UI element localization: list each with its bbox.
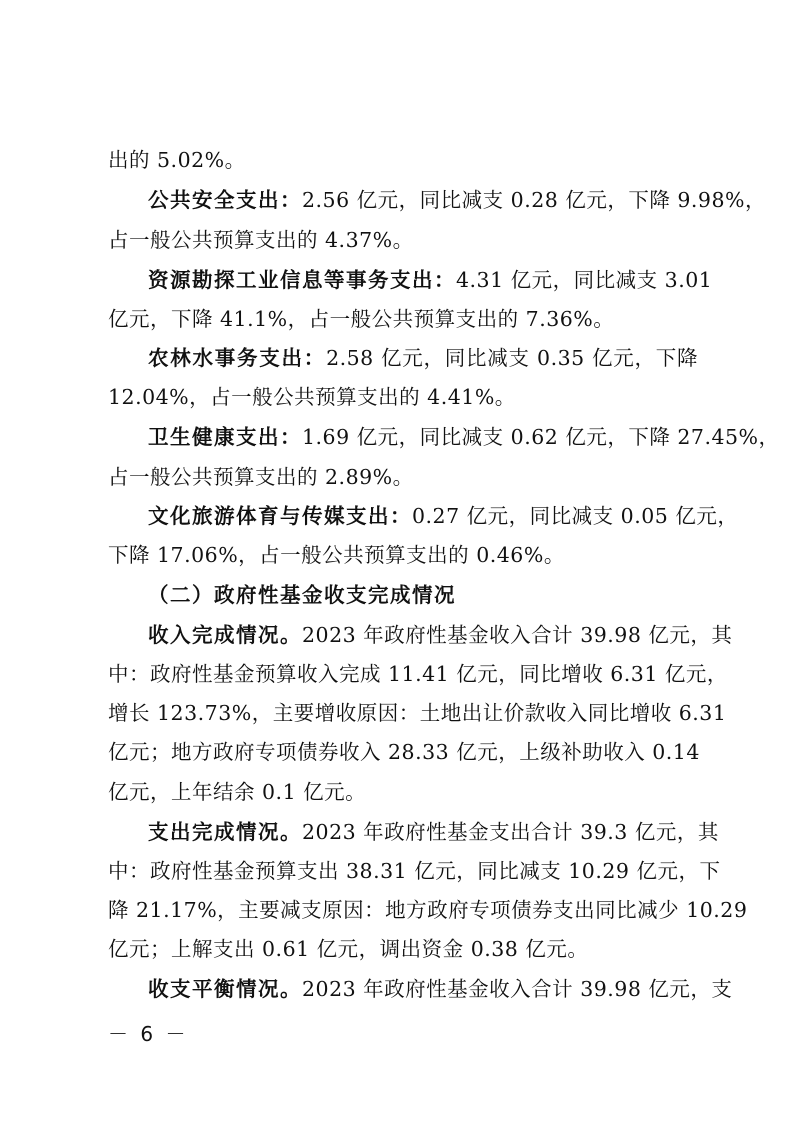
text-line: 亿元；上解支出 0.61 亿元，调出资金 0.38 亿元。 bbox=[108, 937, 589, 961]
text-line: 亿元，下降 41.1%，占一般公共预算支出的 7.36%。 bbox=[108, 307, 615, 331]
section-heading: （二）政府性基金收支完成情况 bbox=[148, 583, 456, 607]
text-line: 增长 123.73%，主要增收原因：土地出让价款收入同比增收 6.31 bbox=[108, 701, 727, 725]
text-line: 中：政府性基金预算收入完成 11.41 亿元，同比增收 6.31 亿元， bbox=[108, 662, 728, 686]
page-number: － 6 － bbox=[108, 1022, 189, 1046]
text-line: 卫生健康支出：1.69 亿元，同比减支 0.62 亿元，下降 27.45%， bbox=[148, 425, 780, 449]
text-line: 收支平衡情况。2023 年政府性基金收入合计 39.98 亿元，支 bbox=[148, 977, 733, 1001]
text-line: 占一般公共预算支出的 2.89%。 bbox=[108, 465, 414, 489]
text-line: 亿元；地方政府专项债券收入 28.33 亿元，上级补助收入 0.14 bbox=[108, 740, 700, 764]
text-line: 支出完成情况。2023 年政府性基金支出合计 39.3 亿元，其 bbox=[148, 820, 719, 844]
text-line: 下降 17.06%，占一般公共预算支出的 0.46%。 bbox=[108, 543, 565, 567]
text-line: 公共安全支出：2.56 亿元，同比减支 0.28 亿元，下降 9.98%， bbox=[148, 188, 766, 212]
text-line: 收入完成情况。2023 年政府性基金收入合计 39.98 亿元，其 bbox=[148, 623, 733, 647]
text-line: 文化旅游体育与传媒支出：0.27 亿元，同比减支 0.05 亿元， bbox=[148, 504, 739, 528]
text-line: 降 21.17%，主要减支原因：地方政府专项债券支出同比减少 10.29 bbox=[108, 898, 748, 922]
text-line: 出的 5.02%。 bbox=[108, 148, 246, 172]
text-line: 12.04%，占一般公共预算支出的 4.41%。 bbox=[108, 385, 516, 409]
text-line: 亿元，上年结余 0.1 亿元。 bbox=[108, 780, 367, 804]
text-line: 中：政府性基金预算支出 38.31 亿元，同比减支 10.29 亿元，下 bbox=[108, 859, 721, 883]
text-line: 农林水事务支出：2.58 亿元，同比减支 0.35 亿元，下降 bbox=[148, 346, 698, 370]
text-line: 资源勘探工业信息等事务支出：4.31 亿元，同比减支 3.01 bbox=[148, 268, 713, 292]
text-line: 占一般公共预算支出的 4.37%。 bbox=[108, 228, 414, 252]
